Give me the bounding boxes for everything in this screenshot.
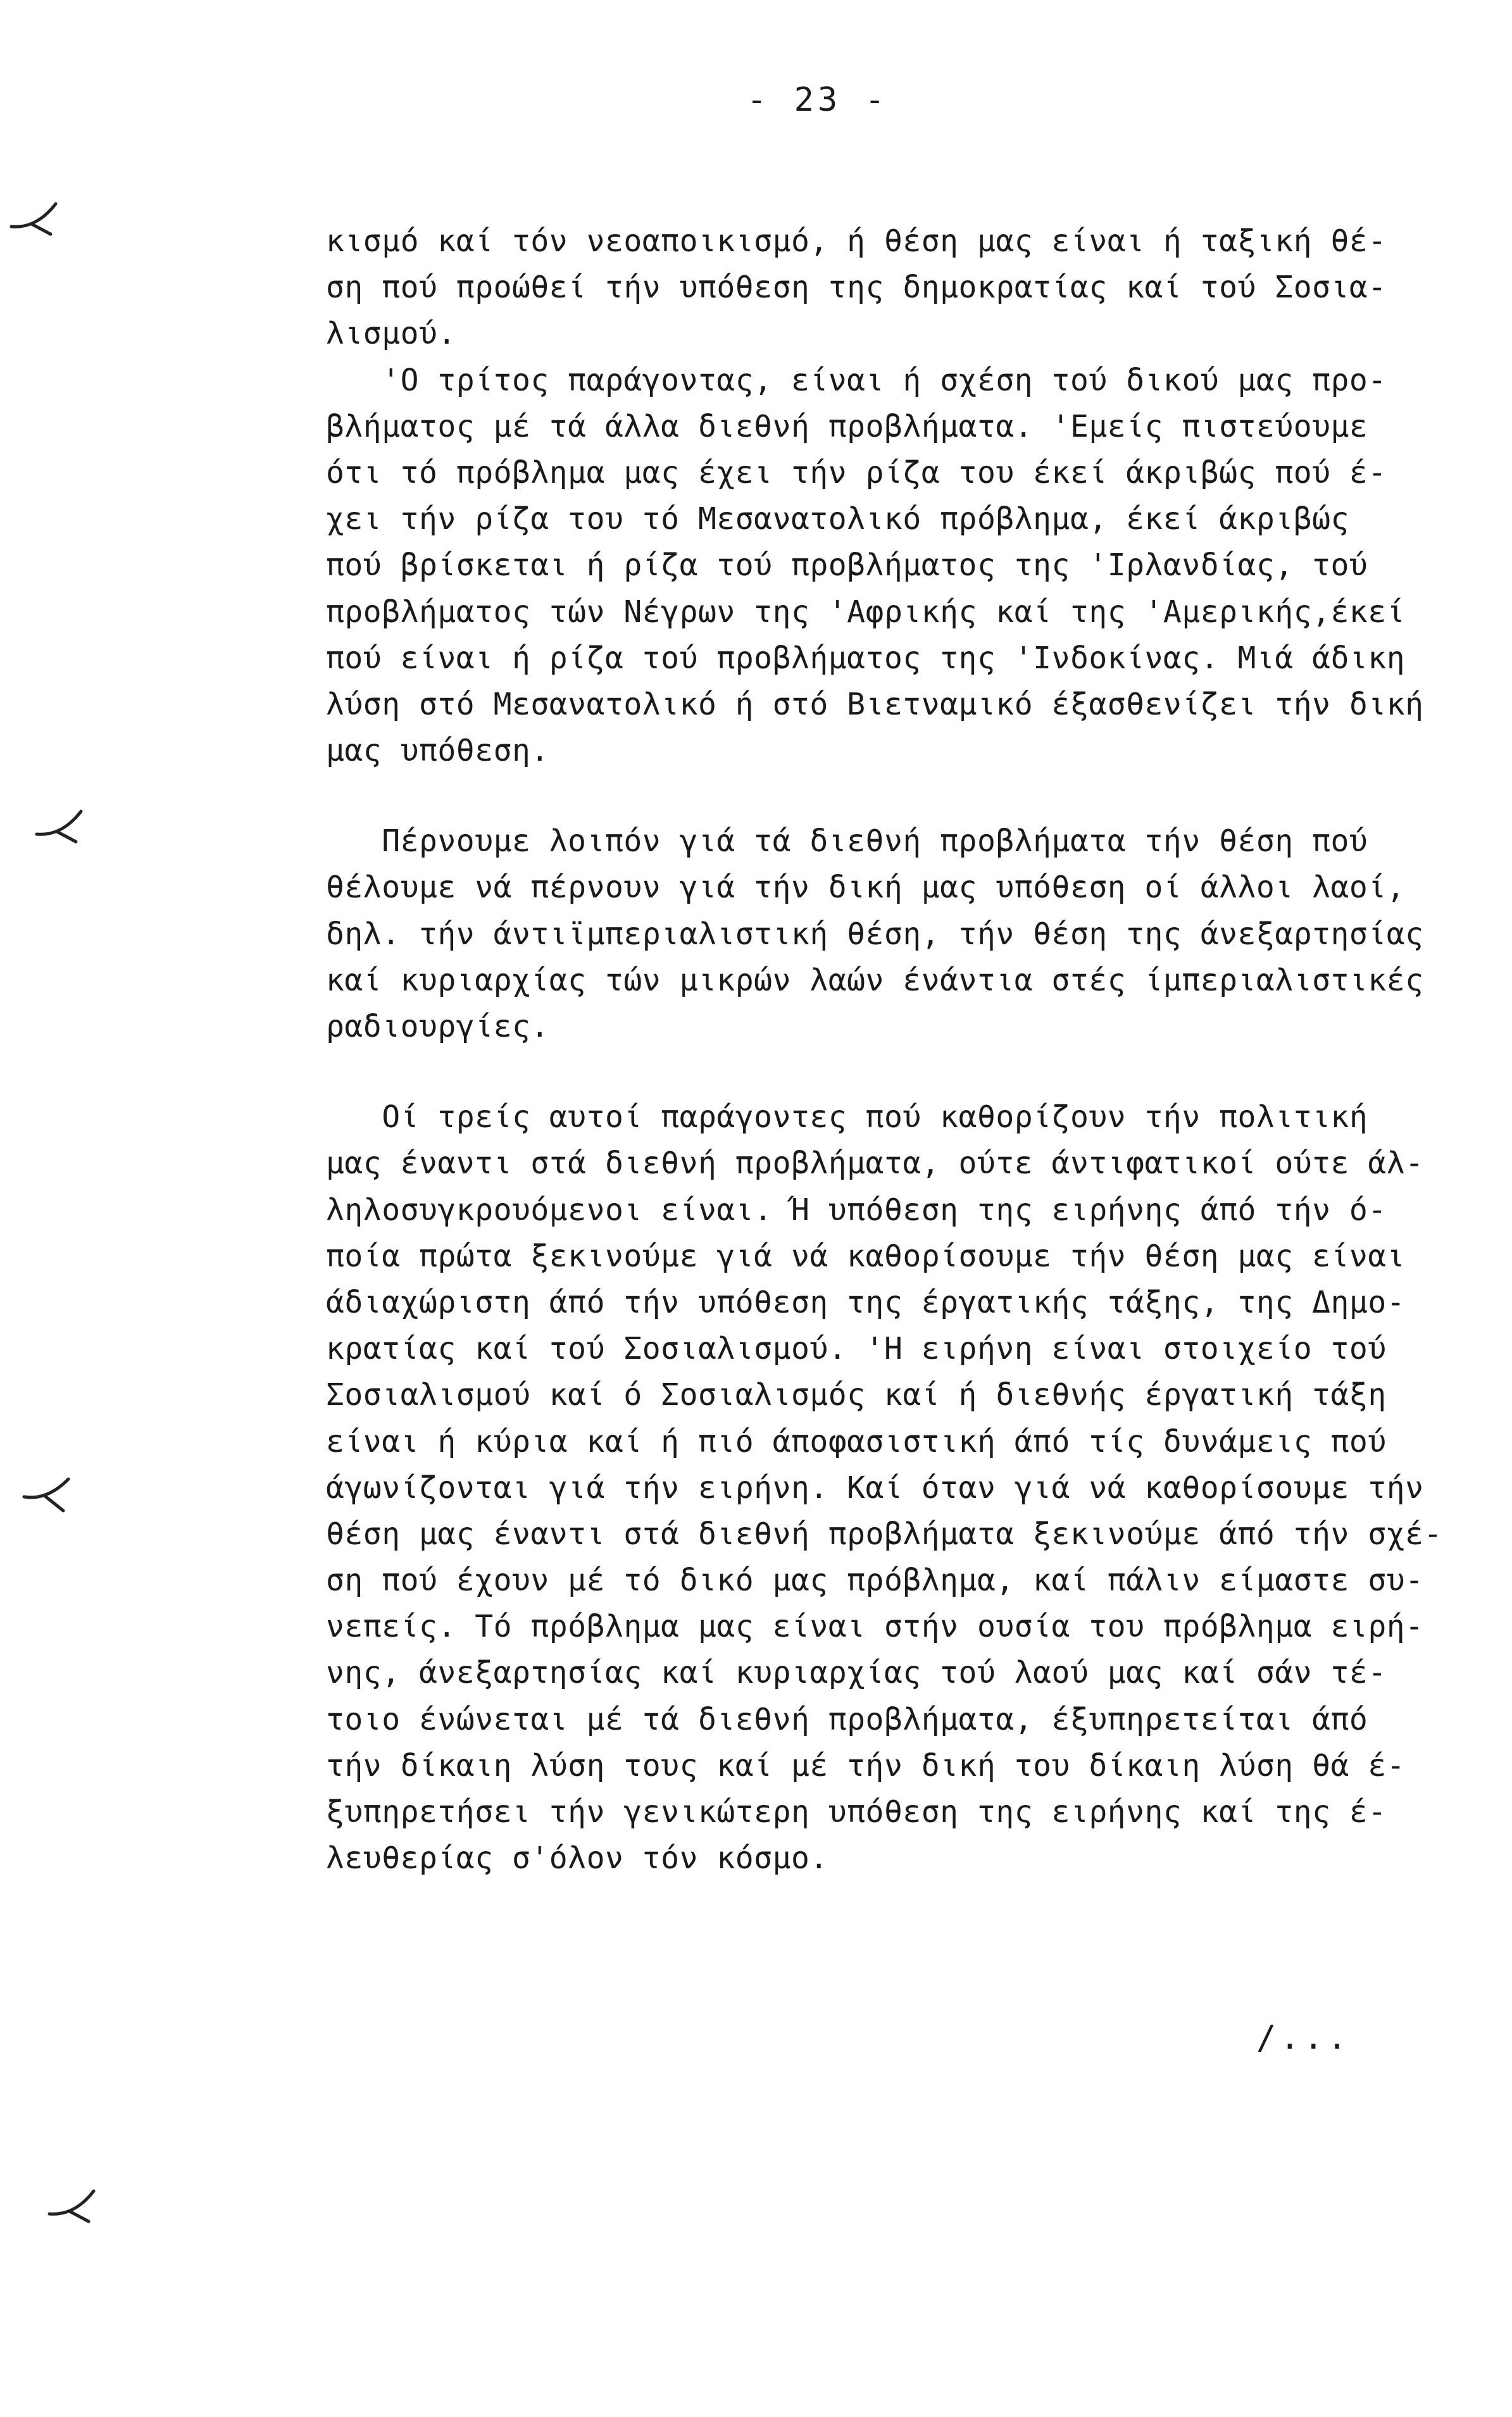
continuation-mark: /... [1256, 2019, 1351, 2057]
text-line: είναι ή κύρια καί ή πιό άποφασιστική άπό τίς δυνάμεις πού [326, 1423, 1387, 1459]
text-line: θέλουμε νά πέρνουν γιά τήν δική μας υπόθεση οί άλλοι λαοί, [326, 870, 1406, 906]
text-line: ληλοσυγκρουόμενοι είναι. Ή υπόθεση της ειρήνης άπό τήν ό- [326, 1192, 1387, 1228]
text-line: λύση στό Μεσανατολικό ή στό Βιετναμικό έξασθενίζει τήν δική [326, 686, 1424, 722]
text-line: 'Ο τρίτος παράγοντας, είναι ή σχέση τού δικού μας προ- [326, 362, 1387, 398]
text-line: άγωνίζονται γιά τήν ειρήνη. Καί όταν γιά νά καθορίσουμε τήν [326, 1470, 1424, 1506]
margin-tick-icon [32, 804, 89, 848]
text-line: καί κυριαρχίας τών μικρών λαών ένάντια στές ίμπεριαλιστικές [326, 962, 1424, 998]
text-line: κισμό καί τόν νεοαποικισμό, ή θέση μας είναι ή ταξική θέ- [326, 223, 1387, 259]
text-line: νης, άνεξαρτησίας καί κυριαρχίας τού λαού μας καί σάν τέ- [326, 1655, 1387, 1691]
text-line: ποία πρώτα ξεκινούμε γιά νά καθορίσουμε τήν θέση μας είναι [326, 1238, 1406, 1274]
text-line: μας έναντι στά διεθνή προβλήματα, ούτε άντιφατικοί ούτε άλ- [326, 1146, 1424, 1182]
text-line: ση πού έχουν μέ τό δικό μας πρόβλημα, καί πάλιν είμαστε συ- [326, 1563, 1424, 1599]
body-text [326, 218, 1440, 1882]
text-line: χει τήν ρίζα του τό Μεσανατολικό πρόβλημα, έκεί άκριβώς [326, 501, 1349, 537]
text-line: πού βρίσκεται ή ρίζα τού προβλήματος της 'Ιρλανδίας, τού [326, 547, 1368, 584]
text-line: ξυπηρετήσει τήν γενικώτερη υπόθεση της ειρήνης καί της έ- [326, 1794, 1387, 1830]
paragraph-2 [326, 358, 1440, 775]
text-line: τοιο ένώνεται μέ τά διεθνή προβλήματα, έξυπηρετείται άπό [326, 1701, 1368, 1737]
text-line: πού είναι ή ρίζα τού προβλήματος της 'Ινδοκίνας. Μιά άδικη [326, 640, 1406, 676]
margin-tick-icon [6, 196, 63, 240]
text-line: λευθερίας σ'όλον τόν κόσμο. [326, 1840, 828, 1877]
text-line: Σοσιαλισμού καί ό Σοσιαλισμός καί ή διεθνής έργατική τάξη [326, 1377, 1387, 1413]
margin-tick-icon [44, 2183, 101, 2228]
text-line: ότι τό πρόβλημα μας έχει τήν ρίζα του έκεί άκριβώς πού έ- [326, 454, 1387, 490]
text-line: θέση μας έναντι στά διεθνή προβλήματα ξεκινούμε άπό τήν σχέ- [326, 1516, 1442, 1552]
text-line: προβλήματος τών Νέγρων της 'Αφρικής καί της 'Αμερικής,έκεί [326, 594, 1406, 630]
text-line: βλήματος μέ τά άλλα διεθνή προβλήματα. 'Εμείς πιστεύουμε [326, 408, 1368, 444]
text-line: άδιαχώριστη άπό τήν υπόθεση της έργατικής τάξης, της Δημο- [326, 1284, 1406, 1320]
margin-tick-icon [19, 1471, 76, 1516]
text-line: Πέρνουμε λοιπόν γιά τά διεθνή προβλήματα τήν θέση πού [326, 823, 1368, 859]
text-line: λισμού. [326, 316, 456, 352]
paragraph-4 [326, 1094, 1440, 1882]
text-line: ραδιουργίες. [326, 1009, 549, 1044]
text-line: κρατίας καί τού Σοσιαλισμού. 'Η ειρήνη είναι στοιχείο τού [326, 1331, 1387, 1367]
text-line: Οί τρείς αυτοί παράγοντες πού καθορίζουν τήν πολιτική [326, 1099, 1368, 1135]
paragraph-1 [326, 218, 1440, 358]
text-line: τήν δίκαιη λύση τους καί μέ τήν δική του δίκαιη λύση θά έ- [326, 1747, 1406, 1783]
text-line: μας υπόθεση. [326, 733, 549, 769]
text-line: δηλ. τήν άντιϊμπεριαλιστική θέση, τήν θέση της άνεξαρτησίας [326, 916, 1424, 952]
paragraph-3 [326, 818, 1440, 1050]
page-number: - 23 - [747, 81, 889, 119]
text-line: νεπείς. Τό πρόβλημα μας είναι στήν ουσία του πρόβλημα ειρή- [326, 1609, 1424, 1645]
text-line: ση πού προώθεί τήν υπόθεση της δημοκρατίας καί τού Σοσια- [326, 270, 1387, 306]
